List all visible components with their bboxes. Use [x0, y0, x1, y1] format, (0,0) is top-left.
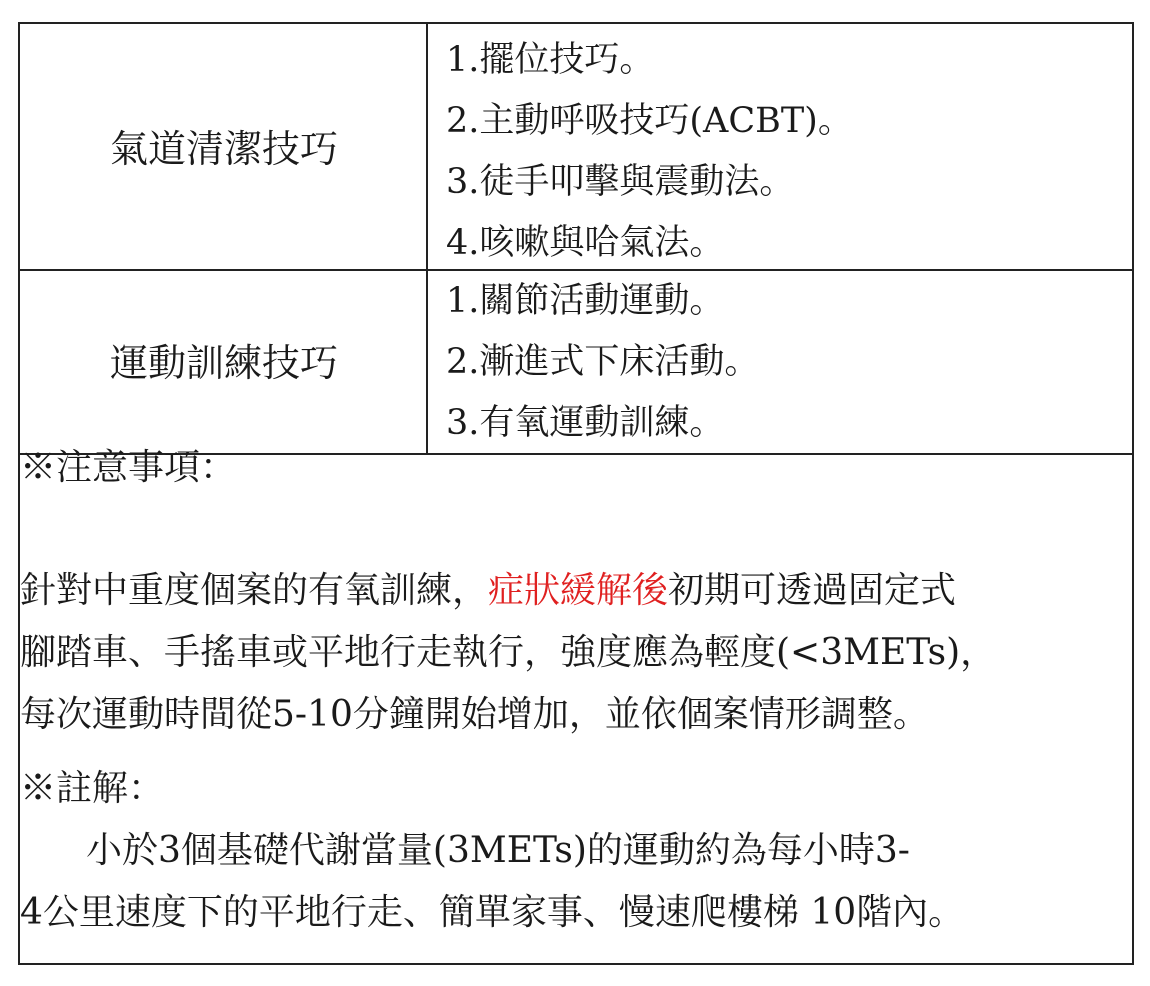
list-item: 3.有氧運動訓練。	[446, 403, 725, 443]
notes-text: 初期可透過固定式	[668, 570, 957, 611]
column-divider	[426, 24, 428, 454]
annotation-line: 小於3個基礎代謝當量(3METs)的運動約為每小時3-	[86, 830, 910, 871]
annotation-body	[20, 820, 1100, 944]
notes-section	[20, 438, 1100, 944]
list-item: 4.咳嗽與哈氣法。	[446, 223, 725, 263]
notes-body	[20, 560, 1100, 746]
notes-text: 針對中重度個案的有氧訓練，	[20, 570, 489, 611]
list-item: 2.主動呼吸技巧(ACBT)。	[446, 101, 853, 141]
category-exercise-training: 運動訓練技巧	[109, 341, 338, 385]
notes-line: 每次運動時間從5-10分鐘開始增加，並依個案情形調整。	[20, 694, 929, 735]
notes-line: 腳踏車、手搖車或平地行走執行，強度應為輕度(<3METs)，	[20, 632, 997, 673]
notes-highlight: 症狀緩解後	[488, 570, 669, 611]
annotation-line: 4公里速度下的平地行走、簡單家事、慢速爬樓梯 10階內。	[20, 892, 965, 933]
annotation-heading: ※註解：	[20, 768, 165, 809]
category-airway-clearance: 氣道清潔技巧	[109, 127, 338, 171]
list-item: 2.漸進式下床活動。	[446, 342, 760, 382]
list-item: 3.徒手叩擊與震動法。	[446, 162, 795, 202]
airway-clearance-list	[446, 30, 853, 274]
notes-line	[20, 560, 1100, 622]
list-item: 1.關節活動運動。	[446, 281, 725, 321]
list-item: 1.擺位技巧。	[446, 40, 655, 80]
exercise-training-list	[446, 271, 759, 454]
notes-heading: ※注意事項：	[20, 447, 237, 488]
